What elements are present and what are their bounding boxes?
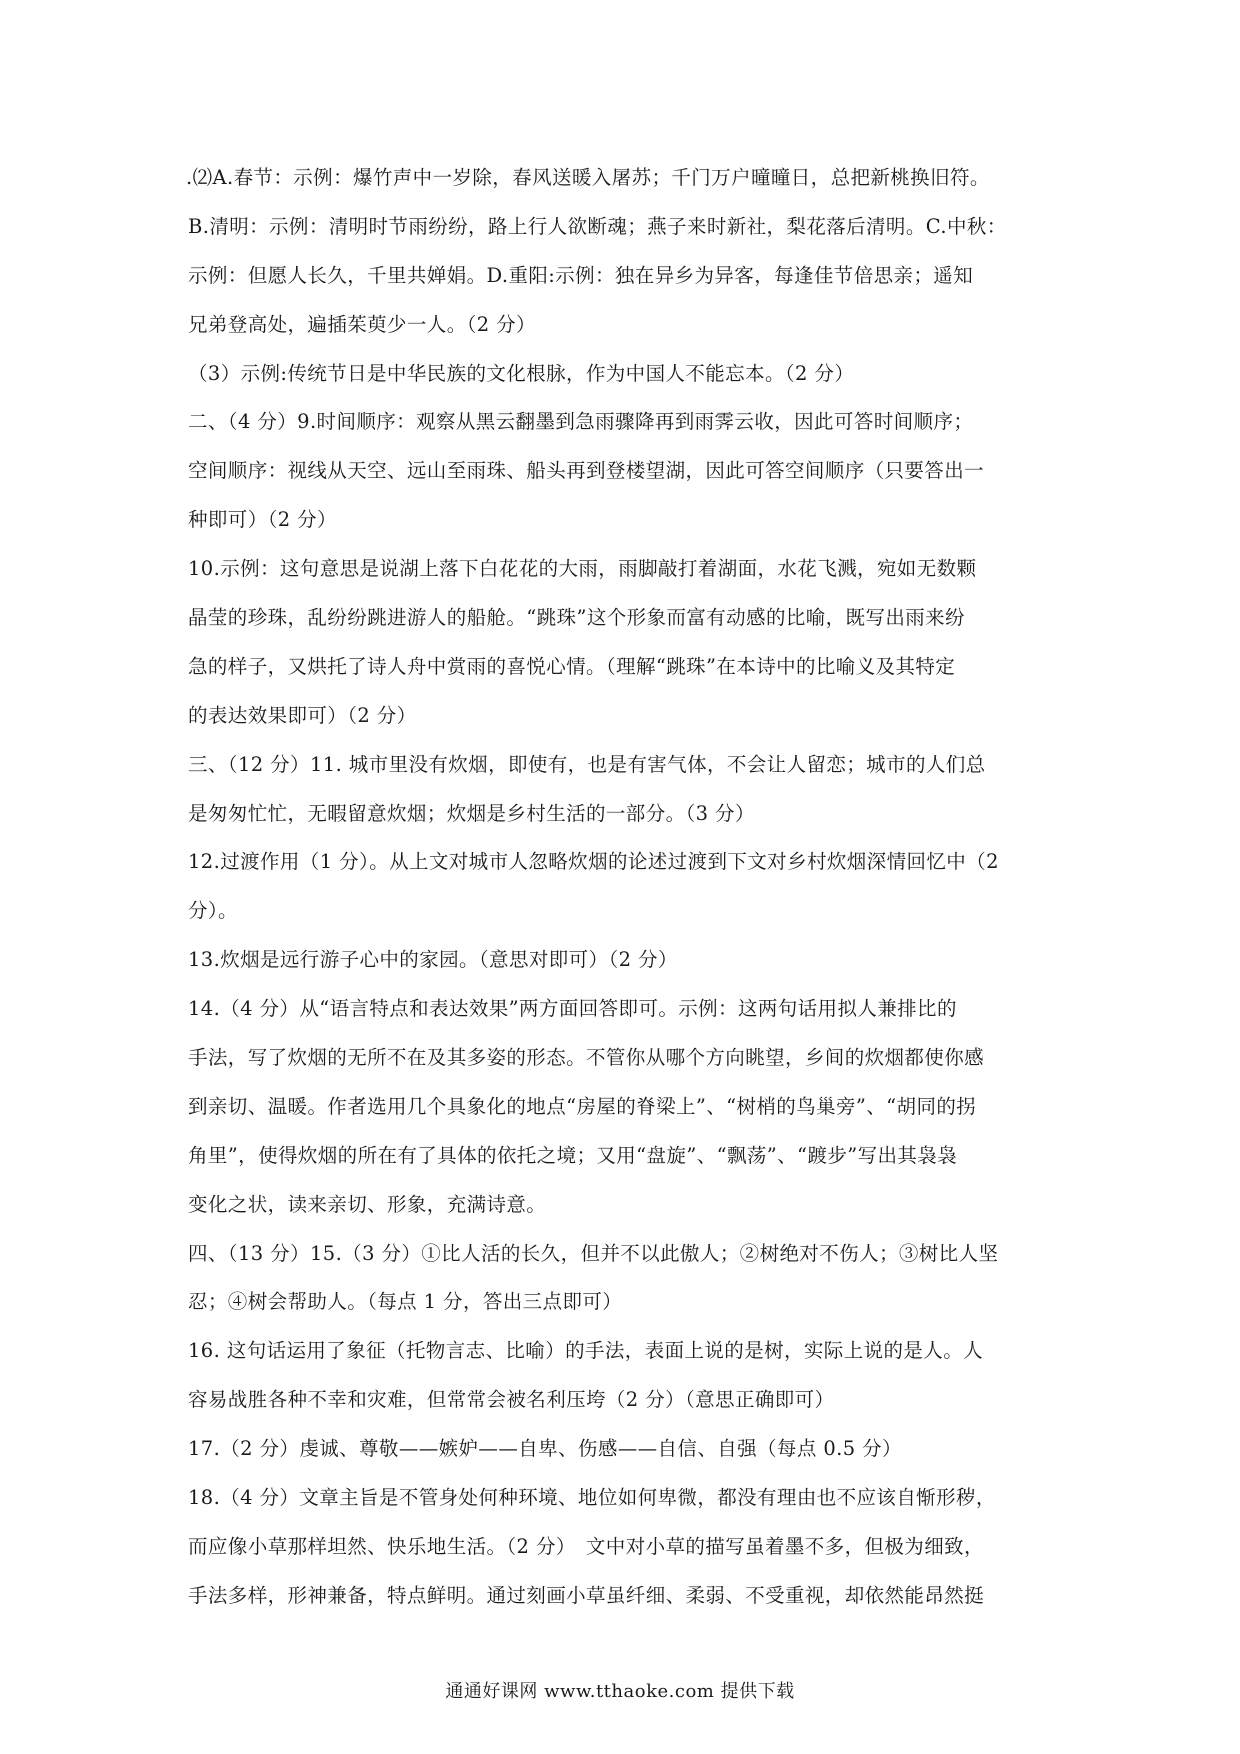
text-line: 兄弟登高处，遍插茱萸少一人。（2 分） [188,312,536,336]
text-line: 空间顺序：视线从天空、远山至雨珠、船头再到登楼望湖，因此可答空间顺序（只要答出一 [188,459,985,483]
text-line: （3）示例:传统节日是中华民族的文化根脉，作为中国人不能忘本。（2 分） [188,361,855,385]
text-line: 的表达效果即可）（2 分） [188,703,417,727]
text-line: 16. 这句话运用了象征（托物言志、比喻）的手法，表面上说的是树，实际上说的是人。人 [188,1339,984,1363]
text-line: 而应像小草那样坦然、快乐地生活。（2 分） 文中对小草的描写虽着墨不多，但极为细致， [188,1534,984,1558]
text-line: 分）。 [188,899,238,923]
text-line: 晶莹的珍珠，乱纷纷跳进游人的船舱。“跳珠”这个形象而富有动感的比喻，既写出雨来纷 [188,606,965,630]
text-line: .⑵A.春节：示例：爆竹声中一岁除，春风送暖入屠苏；千门万户曈曈日，总把新桃换旧符。 [186,166,990,189]
page-footer: 通通好课网 www.tthaoke.com 提供下载 [445,1681,795,1702]
text-line: 10.示例：这句意思是说湖上落下白花花的大雨，雨脚敲打着湖面，水花飞溅，宛如无数颗 [188,557,977,581]
text-line: 变化之状，读来亲切、形象，充满诗意。 [188,1192,547,1216]
text-line: 示例：但愿人长久，千里共婵娟。D.重阳:示例：独在异乡为异客，每逢佳节倍思亲；遥知 [188,263,974,287]
text-line: 手法，写了炊烟的无所不在及其多姿的形态。不管你从哪个方向眺望，乡间的炊烟都使你感 [188,1046,985,1070]
text-line: 13.炊烟是远行游子心中的家园。（意思对即可）（2 分） [188,948,678,972]
text-line: 到亲切、温暖。作者选用几个具象化的地点“房屋的脊梁上”、“树梢的鸟巢旁”、“胡同的拐 [188,1094,977,1118]
text-line: 12.过渡作用（1 分）。从上文对城市人忽略炊烟的论述过渡到下文对乡村炊烟深情回忆中（2 [188,850,999,874]
answer-text-body [188,154,1056,1621]
text-line: 手法多样，形神兼备，特点鲜明。通过刻画小草虽纤细、柔弱、不受重视，却依然能昂然挺 [188,1583,985,1607]
text-line: 18.（4 分）文章主旨是不管身处何种环境、地位如何卑微，都没有理由也不应该自惭形秽， [188,1486,996,1510]
text-line: 角里”，使得炊烟的所在有了具体的依托之境；又用“盘旋”、“飘荡”、“踱步”写出其袅袅 [188,1143,958,1167]
text-line: B.清明：示例：清明时节雨纷纷，路上行人欲断魂；燕子来时新社，梨花落后清明。C.中秋： [188,214,1007,238]
text-line: 三、（12 分）11. 城市里没有炊烟，即使有，也是有害气体，不会让人留恋；城市的人们总 [188,752,986,776]
text-line: 容易战胜各种不幸和灾难，但常常会被名利压垮（2 分）（意思正确即可） [188,1388,835,1412]
text-line: 四、（13 分）15.（3 分）①比人活的长久，但并不以此傲人；②树绝对不伤人；③树比人坚 [188,1241,999,1265]
text-line: 忍；④树会帮助人。（每点 1 分，答出三点即可） [188,1290,623,1314]
text-line: 二、（4 分）9.时间顺序：观察从黑云翻墨到急雨骤降再到雨霁云收，因此可答时间顺序； [188,410,974,434]
text-line: 是匆匆忙忙，无暇留意炊烟；炊烟是乡村生活的一部分。（3 分） [188,801,755,825]
text-line: 急的样子，又烘托了诗人舟中赏雨的喜悦心情。（理解“跳珠”在本诗中的比喻义及其特定 [188,654,956,678]
text-line: 14.（4 分）从“语言特点和表达效果”两方面回答即可。示例：这两句话用拟人兼排比的 [188,997,957,1021]
text-line: 种即可）（2 分） [188,508,337,532]
text-line: 17.（2 分）虔诚、尊敬——嫉妒——自卑、伤感——自信、自强（每点 0.5 分） [188,1437,902,1461]
